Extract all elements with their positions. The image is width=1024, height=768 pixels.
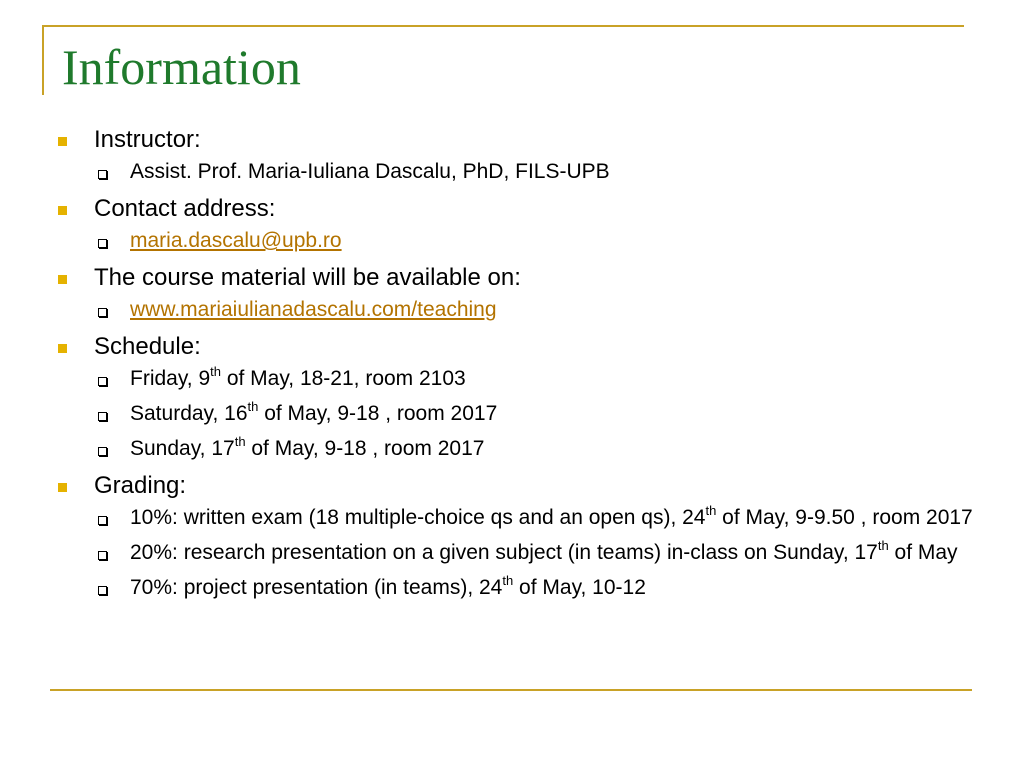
schedule-entry-text: of May, 18-21, room 2103 bbox=[220, 367, 466, 390]
hollow-square-bullet-icon bbox=[98, 170, 107, 179]
square-bullet-icon bbox=[58, 275, 67, 284]
grading-entry-text: 20%: research presentation on a given subject (in teams) in-class on Sunday, 17 bbox=[130, 541, 878, 564]
ordinal-suffix: th bbox=[705, 503, 717, 518]
slide-content bbox=[56, 126, 976, 611]
grading-label: Grading: bbox=[94, 472, 187, 499]
schedule-item bbox=[56, 333, 976, 361]
schedule-label: Schedule: bbox=[94, 333, 201, 360]
hollow-square-bullet-icon bbox=[98, 447, 107, 456]
square-bullet-icon bbox=[58, 483, 67, 492]
square-bullet-icon bbox=[58, 137, 67, 146]
grading-item bbox=[56, 472, 976, 500]
grading-entry bbox=[56, 503, 976, 530]
instructor-label: Instructor: bbox=[94, 126, 201, 153]
grading-entry-text: 10%: written exam (18 multiple-choice qs and an open qs), 24 bbox=[130, 506, 706, 529]
instructor-name-item bbox=[56, 160, 976, 184]
square-bullet-icon bbox=[58, 344, 67, 353]
schedule-entry bbox=[56, 364, 976, 391]
ordinal-suffix: th bbox=[210, 364, 221, 379]
hollow-square-bullet-icon bbox=[98, 516, 107, 525]
hollow-square-bullet-icon bbox=[98, 586, 107, 595]
schedule-entry-text: Friday, 9 bbox=[130, 367, 211, 390]
left-frame-line bbox=[42, 25, 44, 95]
grading-entry bbox=[56, 573, 976, 600]
instructor-name: Assist. Prof. Maria-Iuliana Dascalu, PhD, FILS-UPB bbox=[130, 160, 610, 183]
schedule-entry bbox=[56, 399, 976, 426]
ordinal-suffix: th bbox=[247, 399, 259, 414]
grading-entry bbox=[56, 538, 976, 565]
teaching-url-link[interactable]: www.mariaiulianadascalu.com/teaching bbox=[130, 298, 497, 321]
hollow-square-bullet-icon bbox=[98, 551, 107, 560]
grading-entry-text: of May, 9-9.50 , room 2017 bbox=[716, 506, 973, 529]
material-url-item bbox=[56, 298, 976, 322]
email-link[interactable]: maria.dascalu@upb.ro bbox=[130, 229, 342, 252]
material-item bbox=[56, 264, 976, 292]
ordinal-suffix: th bbox=[877, 538, 889, 553]
ordinal-suffix: th bbox=[502, 573, 514, 588]
hollow-square-bullet-icon bbox=[98, 308, 107, 317]
schedule-entry-text: of May, 9-18 , room 2017 bbox=[258, 402, 498, 425]
slide-title: Information bbox=[62, 39, 301, 95]
square-bullet-icon bbox=[58, 206, 67, 215]
top-frame-line bbox=[42, 25, 964, 27]
contact-email-item bbox=[56, 229, 976, 253]
schedule-entry bbox=[56, 434, 976, 461]
grading-entry-text: of May bbox=[888, 541, 958, 564]
hollow-square-bullet-icon bbox=[98, 377, 107, 386]
schedule-entry-text: of May, 9-18 , room 2017 bbox=[245, 437, 485, 460]
hollow-square-bullet-icon bbox=[98, 412, 107, 421]
instructor-item bbox=[56, 126, 976, 154]
contact-item bbox=[56, 195, 976, 223]
material-label: The course material will be available on: bbox=[94, 264, 521, 291]
schedule-entry-text: Saturday, 16 bbox=[130, 402, 248, 425]
grading-entry-text: of May, 10-12 bbox=[513, 576, 646, 599]
contact-label: Contact address: bbox=[94, 195, 276, 222]
bottom-frame-line bbox=[50, 689, 972, 691]
ordinal-suffix: th bbox=[234, 434, 246, 449]
hollow-square-bullet-icon bbox=[98, 239, 107, 248]
schedule-entry-text: Sunday, 17 bbox=[130, 437, 235, 460]
grading-entry-text: 70%: project presentation (in teams), 24 bbox=[130, 576, 503, 599]
